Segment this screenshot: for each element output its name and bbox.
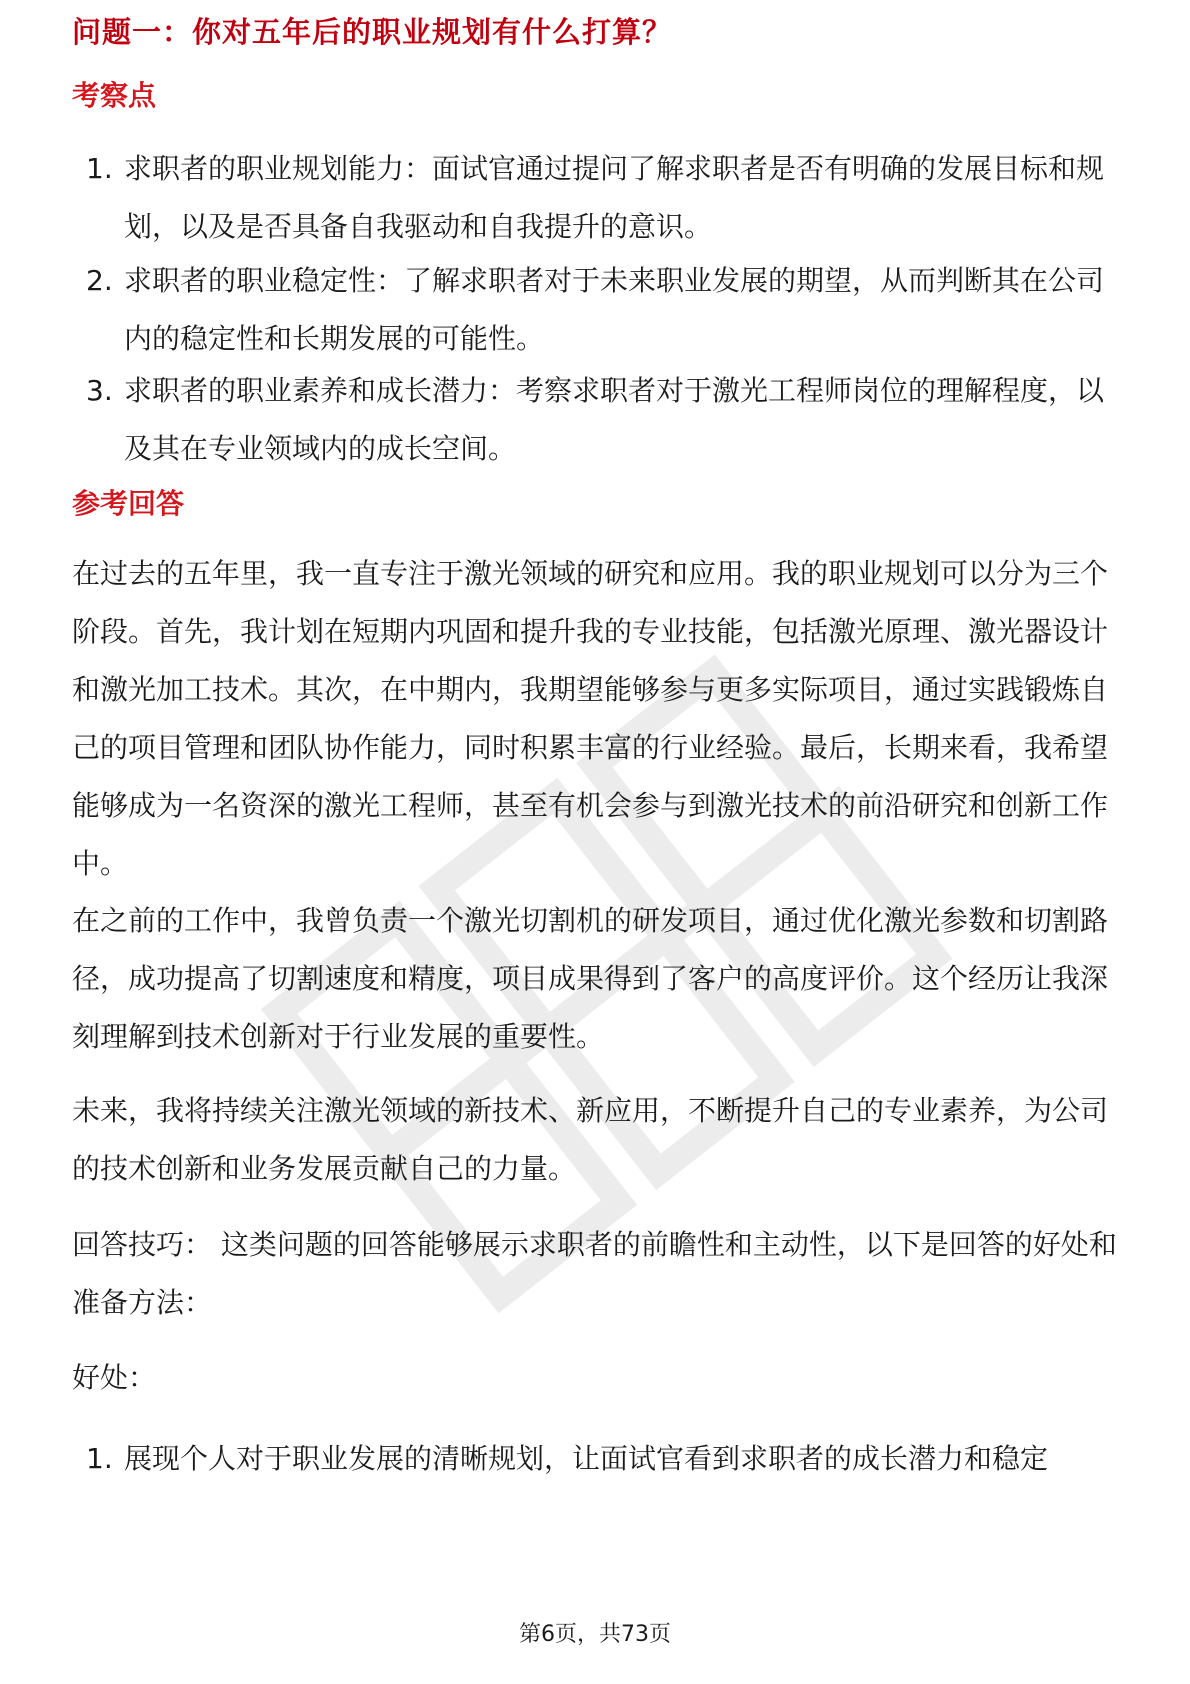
benefits-list — [72, 1430, 1117, 1488]
list-number: 1. — [86, 1442, 113, 1475]
list-item-text: 展现个人对于职业发展的清晰规划，让面试官看到求职者的成长潜力和稳定 — [124, 1442, 1049, 1475]
list-number: 1. — [86, 152, 113, 185]
list-item — [72, 140, 1117, 252]
exam-points-heading: 考察点 — [72, 79, 157, 112]
answer-paragraph: 未来，我将持续关注激光领域的新技术、新应用，不断提升自己的专业素养，为公司的技术创新和业务发展贡献自己的力量。 — [72, 1094, 1109, 1185]
exam-points-list — [72, 140, 1117, 472]
list-number: 3. — [86, 374, 113, 407]
benefits-label: 好处： — [72, 1361, 157, 1394]
list-item — [72, 252, 1117, 362]
answer-tips-paragraph: 回答技巧： 这类问题的回答能够展示求职者的前瞻性和主动性，以下是回答的好处和准备方法： — [72, 1228, 1117, 1319]
page-number-footer: 第6页，共73页 — [519, 1622, 671, 1647]
list-item — [72, 1430, 1117, 1488]
list-item-text: 求职者的职业素养和成长潜力：考察求职者对于激光工程师岗位的理解程度，以及其在专业领域内的成长空间。 — [124, 374, 1105, 465]
reference-answer-heading: 参考回答 — [72, 487, 185, 520]
list-item-text: 求职者的职业规划能力：面试官通过提问了解求职者是否有明确的发展目标和规划，以及是否具备自我驱动和自我提升的意识。 — [124, 152, 1105, 243]
list-number: 2. — [86, 264, 113, 297]
list-item-text: 求职者的职业稳定性：了解求职者对于未来职业发展的期望，从而判断其在公司内的稳定性和长期发展的可能性。 — [124, 264, 1105, 355]
list-item — [72, 362, 1117, 472]
answer-paragraph: 在之前的工作中，我曾负责一个激光切割机的研发项目，通过优化激光参数和切割路径，成功提高了切割速度和精度，项目成果得到了客户的高度评价。这个经历让我深刻理解到技术创新对于行业发展的重要性。 — [72, 904, 1109, 1053]
answer-paragraph: 在过去的五年里，我一直专注于激光领域的研究和应用。我的职业规划可以分为三个阶段。首先，我计划在短期内巩固和提升我的专业技能，包括激光原理、激光器设计和激光加工技术。其次，在中期内，我期望能够参与更多实际项目，通过实践锻炼自己的项目管理和团队协作能力，同时积累丰富的行业经验。最后，长期来看，我希望能够成为一名资深的激光工程师，甚至有机会参与到激光技术的前沿研究和创新工作中。 — [72, 557, 1109, 880]
cut-off-question-title: 问题一：你对五年后的职业规划有什么打算？ — [72, 15, 673, 49]
